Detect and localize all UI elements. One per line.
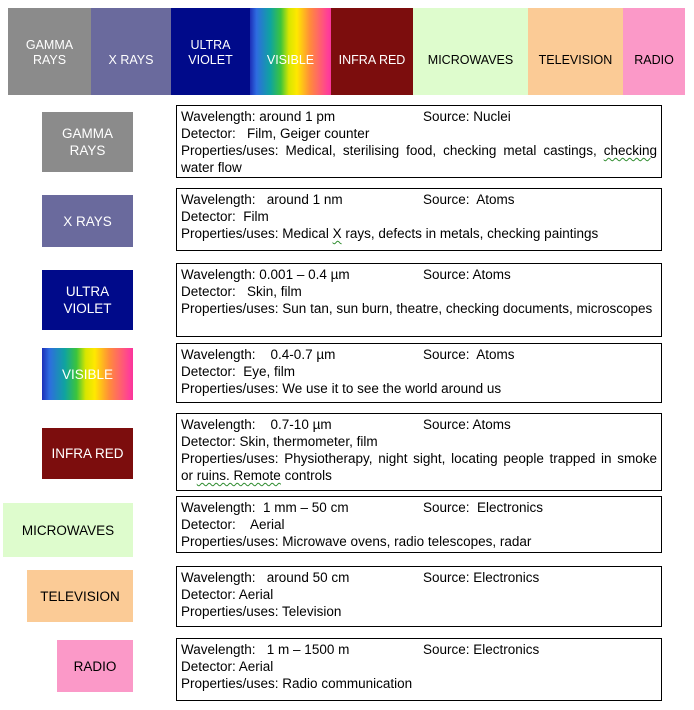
band-label-visible: VISIBLE xyxy=(266,53,315,67)
detector-text: Detector: Aerial xyxy=(181,659,274,674)
source-text: Source: Atoms xyxy=(423,267,511,282)
row-label-gamma-rays xyxy=(42,112,133,172)
row-label-visible xyxy=(42,348,133,400)
detector-text: Detector: Skin, thermometer, film xyxy=(181,434,378,449)
info-box-x-rays xyxy=(176,188,662,251)
wavelength-source-line xyxy=(181,499,657,516)
wavelength-text: Wavelength: around 50 cm xyxy=(181,570,350,585)
wavelength-source-line xyxy=(181,191,657,208)
detector-text: Detector: Skin, film xyxy=(181,284,302,299)
row-label-microwaves xyxy=(3,503,133,557)
band-label-gamma-rays: GAMMA RAYS xyxy=(25,38,74,67)
source-text: Source: Atoms xyxy=(423,192,515,207)
info-box-infra-red xyxy=(176,413,662,491)
row-label-radio xyxy=(57,640,133,692)
info-box-gamma-rays xyxy=(176,105,662,178)
row-label-text: INFRA RED xyxy=(51,446,124,461)
info-box-radio xyxy=(176,638,662,701)
row-label-text: TELEVISION xyxy=(40,588,120,604)
wavelength-source-line xyxy=(181,346,657,363)
row-label-text: X RAYS xyxy=(63,213,112,229)
wavelength-text: Wavelength: around 1 pm xyxy=(181,109,336,124)
wavelength-source-line xyxy=(181,569,657,586)
spectrum-band-visible xyxy=(250,8,331,95)
properties-text: Properties/uses: Microwave ovens, radio telescopes, radar xyxy=(181,534,532,549)
source-text: Source: Electronics xyxy=(423,500,544,515)
wavelength-source-line xyxy=(181,641,657,658)
spectrum-band-gamma-rays xyxy=(8,8,91,95)
detector-text: Detector: Aerial xyxy=(181,587,274,602)
band-label-television: TELEVISION xyxy=(538,53,613,67)
properties-text: Properties/uses: Television xyxy=(181,604,342,619)
row-label-text: ULTRA VIOLET xyxy=(63,284,112,316)
row-label-infra-red xyxy=(42,428,133,479)
wavelength-text: Wavelength: 0.7-10 µm xyxy=(181,417,332,432)
detector-text: Detector: Aerial xyxy=(181,517,285,532)
band-label-microwaves: MICROWAVES xyxy=(427,53,514,67)
wavelength-text: Wavelength: 1 m – 1500 m xyxy=(181,642,350,657)
row-label-text: GAMMA RAYS xyxy=(61,126,113,158)
wavelength-text: Wavelength: 1 mm – 50 cm xyxy=(181,500,349,515)
info-box-visible xyxy=(176,343,662,403)
spectrum-band-radio xyxy=(623,8,685,95)
properties-text: Properties/uses: Medical X rays, defects in metals, checking paintings xyxy=(181,226,599,241)
info-box-ultra-violet xyxy=(176,263,662,337)
row-label-text: MICROWAVES xyxy=(21,522,115,538)
wavelength-source-line xyxy=(181,416,657,433)
properties-text: Properties/uses: Physiotherapy, night sight, locating people trapped in smoke or ruins. Remote controls xyxy=(181,451,657,483)
source-text: Source: Electronics xyxy=(423,570,540,585)
properties-text: Properties/uses: We use it to see the world around us xyxy=(181,381,502,396)
source-text: Source: Electronics xyxy=(423,642,540,657)
source-text: Source: Nuclei xyxy=(423,109,511,124)
wavelength-text: Wavelength: 0.001 – 0.4 µm xyxy=(181,267,350,282)
spectrum-band-microwaves xyxy=(413,8,528,95)
row-label-text: RADIO xyxy=(73,658,117,674)
properties-text: Properties/uses: Radio communication xyxy=(181,676,413,691)
band-label-radio: RADIO xyxy=(634,53,674,67)
wavelength-source-line xyxy=(181,266,657,283)
detector-text: Detector: Eye, film xyxy=(181,364,296,379)
spectrum-band-x-rays xyxy=(91,8,171,95)
source-text: Source: Atoms xyxy=(423,417,511,432)
properties-text: Properties/uses: Sun tan, sun burn, theatre, checking documents, microscopes xyxy=(181,301,653,316)
spectrum-band-television xyxy=(528,8,623,95)
band-label-x-rays: X RAYS xyxy=(108,53,154,67)
source-text: Source: Atoms xyxy=(423,347,515,362)
wavelength-source-line xyxy=(181,108,657,125)
spectrum-band-ultra-violet xyxy=(171,8,250,95)
band-label-ultra-violet: ULTRA VIOLET xyxy=(188,38,233,67)
wavelength-text: Wavelength: 0.4-0.7 µm xyxy=(181,347,336,362)
detector-text: Detector: Film xyxy=(181,209,269,224)
row-label-ultra-violet xyxy=(42,270,133,330)
info-box-television xyxy=(176,566,662,627)
info-box-microwaves xyxy=(176,496,662,553)
band-label-infra-red: INFRA RED xyxy=(338,53,406,67)
wavelength-text: Wavelength: around 1 nm xyxy=(181,192,343,207)
row-label-x-rays xyxy=(42,195,133,247)
properties-text: Properties/uses: Medical, sterilising food, checking metal castings, checking water flow xyxy=(181,143,657,175)
detector-text: Detector: Film, Geiger counter xyxy=(181,126,370,141)
row-label-text: VISIBLE xyxy=(61,366,114,382)
row-label-television xyxy=(27,570,133,622)
spectrum-band-infra-red xyxy=(331,8,413,95)
